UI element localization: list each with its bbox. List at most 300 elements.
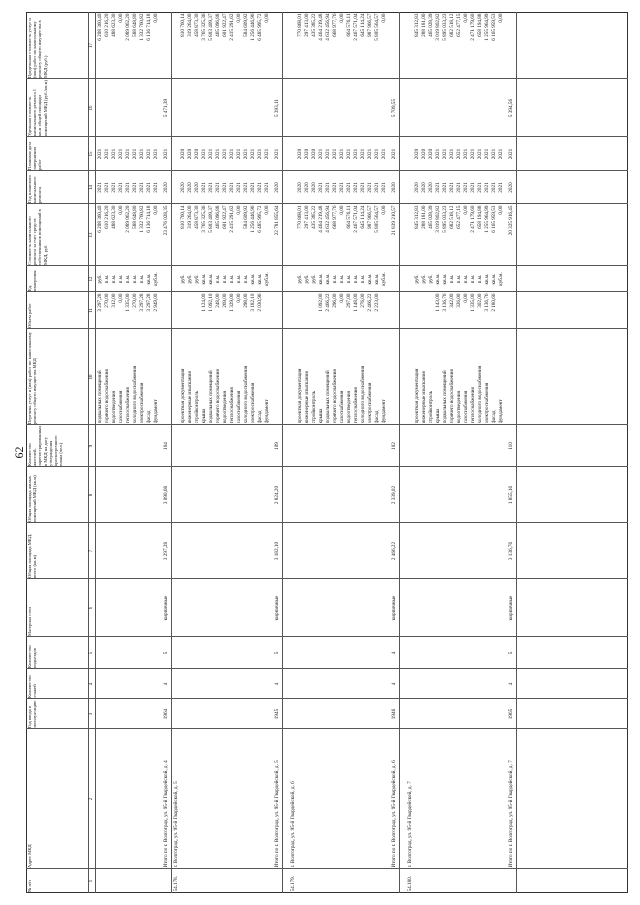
- column-number: 5: [89, 651, 94, 655]
- section-rule: [282, 12, 283, 893]
- cont-work-name: электроснабжения: [139, 382, 145, 424]
- sec-work-unit: кв.м.: [325, 273, 331, 285]
- sec-work-end: 2020: [428, 148, 434, 160]
- sec-work-volume: 1 092,00: [318, 293, 324, 312]
- sec-work-limit: 652 477,15: [456, 13, 462, 37]
- column-header: Объем работ: [27, 303, 32, 328]
- sec-work-year: 2021: [491, 182, 497, 193]
- sec-work-end: 2021: [456, 148, 462, 160]
- sec-work-year: 2021: [264, 182, 270, 193]
- section-address: г. Волгоград, ул. 95-й Гвардейской, д. 6: [290, 781, 296, 868]
- sec-work-limit: 2 415 291,62: [229, 13, 235, 41]
- sec-work-volume: 1 124,00: [201, 293, 207, 312]
- sec-work-year: 2021: [449, 182, 455, 193]
- sec-work-unit: п.м.: [222, 274, 228, 284]
- sec-work-end: 2020: [180, 148, 186, 160]
- cont-work-name: фасад: [146, 410, 152, 424]
- sec-work-end: 2020: [187, 148, 193, 160]
- cont-work-name: горячего водоснабжения: [104, 369, 110, 424]
- sec-work-unit: кв.м.: [484, 273, 490, 285]
- sec-work-limit: 0,00: [236, 13, 242, 23]
- sec-work-unit: кв.м.: [318, 273, 324, 285]
- sec-work-limit: 0,00: [339, 13, 345, 23]
- sec-work-year: 2021: [215, 182, 221, 193]
- cont-work-year: 2021: [153, 182, 159, 193]
- column-number: 12: [89, 276, 94, 282]
- sec-work-end: 2021: [229, 148, 235, 160]
- column-header: Количество жителей, зарегистрированных в МКД на дату утверждения краткосрочного плана (чел.): [27, 425, 64, 466]
- sec-work-end: 2021: [449, 148, 455, 160]
- sec-work-name: фасад: [374, 410, 380, 424]
- sec-work-end: 2021: [484, 148, 490, 160]
- sec-work-volume: 2 180,66: [491, 293, 497, 312]
- cont-work-volume: 3 297,28: [139, 293, 145, 312]
- sec-work-year: 2020: [194, 182, 200, 193]
- total-year-built: 1965: [508, 708, 514, 720]
- sec-work-year: 2021: [477, 182, 483, 193]
- sec-work-unit: п.м.: [339, 274, 345, 284]
- sec-work-limit: 668 977,76: [332, 13, 338, 37]
- sec-work-name: электроснабжения: [250, 382, 256, 424]
- column-header: Материал стен: [27, 607, 32, 636]
- section-number: 54.179.: [290, 875, 296, 892]
- cont-work-volume: 0,00: [118, 293, 124, 303]
- total-plan-year: 2020: [163, 182, 169, 193]
- sec-work-end: 2021: [325, 148, 331, 160]
- sec-work-cost: 0,00: [381, 205, 387, 215]
- sec-work-limit: 0,00: [381, 13, 387, 23]
- sec-work-year: 2020: [428, 182, 434, 193]
- sec-work-year: 2021: [346, 182, 352, 193]
- column-number: 14: [89, 185, 94, 190]
- column-rule: [26, 578, 628, 579]
- sec-work-unit: кв.м.: [250, 273, 256, 285]
- section-rule: [399, 12, 400, 893]
- cont-work-year: 2021: [104, 182, 110, 193]
- total-end-year: 2021: [274, 148, 280, 160]
- sec-work-end: 2021: [201, 148, 207, 160]
- sec-work-limit: 5 805 564,57: [374, 13, 380, 41]
- total-floors: 4: [391, 682, 397, 686]
- sec-work-volume: 1 335,00: [470, 293, 476, 312]
- cont-work-year: 2021: [118, 182, 124, 193]
- sec-work-year: 2021: [367, 182, 373, 193]
- sec-work-limit: 770 868,01: [297, 13, 303, 37]
- sec-work-end: 2020: [304, 148, 310, 160]
- sec-work-cost: 645 114,24: [360, 205, 366, 229]
- section-address: г. Волгоград, ул. 95-й Гвардейской, д. 5: [173, 781, 179, 868]
- total-residents: 102: [391, 442, 397, 450]
- sec-work-end: 2021: [208, 148, 214, 160]
- sec-work-unit: кв.м.: [442, 273, 448, 285]
- sec-work-end: 2021: [374, 148, 380, 160]
- sec-work-limit: 6 165 959,53: [491, 13, 497, 41]
- sec-work-limit: 4 632 456,94: [325, 13, 331, 41]
- sec-work-end: 2021: [250, 148, 256, 160]
- sec-work-name: газоснабжения: [463, 390, 469, 424]
- column-header: Год планового капитального ремонта: [27, 175, 43, 203]
- sec-work-year: 2021: [353, 182, 359, 193]
- column-header: Количество подъездов: [27, 645, 38, 668]
- sec-work-end: 2021: [236, 148, 242, 160]
- cont-work-unit: п.м.: [132, 274, 138, 284]
- sec-work-cost: 652 477,15: [456, 205, 462, 229]
- sec-work-volume: 298,00: [243, 293, 249, 308]
- total-wall-material: кирпичные: [391, 595, 397, 621]
- sec-work-name: стройконтроль: [311, 390, 317, 424]
- sec-work-cost: 1 256 446,96: [250, 205, 256, 233]
- sec-work-volume: 297,00: [346, 293, 352, 308]
- sec-work-cost: 0,00: [264, 205, 270, 215]
- cont-work-unit: п.м.: [125, 274, 131, 284]
- sec-work-year: 2020: [311, 182, 317, 193]
- cont-work-limit: 6 208 360,40: [97, 13, 103, 41]
- column-rule: [26, 291, 628, 292]
- sec-work-year: 2021: [250, 182, 256, 193]
- cont-work-cost: 588 648,80: [132, 205, 138, 229]
- sec-work-name: электроснабжения: [367, 382, 373, 424]
- sec-work-year: 2021: [236, 182, 242, 193]
- sec-work-end: 2021: [360, 148, 366, 160]
- sec-work-name: фасад: [491, 410, 497, 424]
- column-rule: [26, 170, 628, 171]
- column-rule: [26, 466, 628, 467]
- sec-work-unit: руб.: [311, 274, 317, 284]
- sec-work-volume: 3 136,76: [484, 293, 490, 312]
- sec-work-year: 2021: [442, 182, 448, 193]
- sec-work-cost: 664 576,11: [346, 205, 352, 229]
- column-number: 10: [89, 374, 94, 380]
- sec-work-year: 2021: [243, 182, 249, 193]
- sec-work-unit: куб.м.: [264, 272, 270, 286]
- sec-work-cost: 5 805 564,57: [374, 205, 380, 233]
- sec-work-cost: 6 485 995,72: [257, 205, 263, 233]
- sec-work-end: 2021: [215, 148, 221, 160]
- sec-work-volume: 2 466,22: [325, 293, 331, 312]
- sec-work-unit: кв.м.: [435, 273, 441, 285]
- sec-work-name: проектная документация: [297, 368, 303, 424]
- column-header: Общая площадь МКД, всего (кв.м): [27, 533, 38, 578]
- sec-work-name: фундамент: [381, 399, 387, 424]
- sec-work-cost: 458 873,30: [194, 205, 200, 229]
- column-header: Стоимость капитального ремонта за счет средств собственников помещений в МКД, руб.: [27, 209, 48, 265]
- total-cost: 23 476 028,35: [163, 205, 169, 236]
- column-number: 8: [89, 493, 94, 497]
- cont-work-end: 2021: [111, 148, 117, 160]
- sec-work-volume: 302,00: [477, 293, 483, 308]
- sec-work-name: электроснабжения: [484, 382, 490, 424]
- sec-work-year: 2021: [229, 182, 235, 193]
- column-header: Перечень услуг и (или) работ по капитальному ремонту общего имущества МКД: [27, 331, 38, 424]
- cont-work-volume: 1 335,00: [125, 293, 131, 312]
- sec-work-limit: 435 385,22: [311, 13, 317, 37]
- total-area: 3 182,10: [274, 541, 280, 561]
- sec-work-name: теплоснабжения: [470, 387, 476, 424]
- sec-work-volume: 1 148,00: [353, 293, 359, 312]
- sec-work-year: 2021: [484, 182, 490, 193]
- column-number: 1: [89, 879, 94, 883]
- sec-work-cost: 3 765 325,36: [201, 205, 207, 233]
- capital-repair-table: [26, 12, 628, 893]
- cont-work-unit: п.м.: [111, 274, 117, 284]
- cont-work-volume: 3 297,28: [97, 293, 103, 312]
- cont-work-name: водоотведения: [111, 391, 117, 424]
- sec-work-year: 2020: [187, 182, 193, 193]
- column-number: 17: [89, 43, 94, 48]
- sec-work-cost: 4 632 456,94: [325, 205, 331, 233]
- total-label: Итого по г. Волгоград, ул. 95-й Гвардейской, д. 7: [508, 760, 514, 868]
- sec-work-cost: 770 868,01: [297, 205, 303, 229]
- sec-work-limit: 1 256 446,96: [250, 13, 256, 41]
- cont-work-volume: 3 297,28: [146, 293, 152, 312]
- column-rule: [26, 522, 628, 523]
- sec-work-name: стройконтроль: [194, 390, 200, 424]
- cont-work-end: 2021: [153, 148, 159, 160]
- sec-work-limit: 664 576,11: [346, 13, 352, 37]
- total-living-area: 3 090,68: [163, 485, 169, 505]
- section-number: 54.180.: [407, 875, 413, 892]
- cont-work-end: 2021: [118, 148, 124, 160]
- column-rule: [26, 698, 628, 699]
- total-end-year: 2021: [508, 148, 514, 160]
- sec-work-limit: 3 019 802,82: [435, 13, 441, 41]
- total-area: 3 297,28: [163, 541, 169, 561]
- sec-work-cost: 601 922,47: [222, 205, 228, 229]
- column-number: 2: [89, 797, 94, 801]
- cont-work-name: теплоснабжения: [125, 387, 131, 424]
- sec-work-limit: 810 760,14: [180, 13, 186, 37]
- total-wall-material: кирпичные: [163, 595, 169, 621]
- sec-work-cost: 0,00: [498, 205, 504, 215]
- sec-work-name: инженерные изыскания: [421, 371, 427, 424]
- cont-work-unit: п.м.: [139, 274, 145, 284]
- total-cost: 20 325 916,45: [508, 205, 514, 236]
- cont-work-end: 2021: [125, 148, 131, 160]
- sec-work-year: 2021: [318, 182, 324, 193]
- sec-work-volume: 0,00: [236, 293, 242, 303]
- column-rule: [26, 265, 628, 266]
- sec-work-limit: 5 803 409,37: [208, 13, 214, 41]
- sec-work-limit: 2 467 571,04: [353, 13, 359, 41]
- sec-work-limit: 319 264,00: [187, 13, 193, 37]
- column-number: 6: [89, 606, 94, 610]
- total-residents: 109: [274, 442, 280, 450]
- sec-work-name: холодного водоснабжения: [360, 365, 366, 424]
- total-label: Итого по г. Волгоград, ул. 95-й Гвардейской, д. 4: [163, 760, 169, 868]
- sec-work-end: 2021: [470, 148, 476, 160]
- sec-work-end: 2021: [243, 148, 249, 160]
- section-rule: [516, 12, 517, 893]
- cont-work-name: фундамент: [153, 399, 159, 424]
- sec-work-end: 2020: [297, 148, 303, 160]
- sec-work-volume: 1 092,10: [208, 293, 214, 312]
- sec-work-year: 2020: [421, 182, 427, 193]
- sec-work-name: крыша: [318, 408, 324, 424]
- total-floors: 4: [163, 682, 169, 686]
- sec-work-name: холодного водоснабжения: [477, 365, 483, 424]
- sec-work-end: 2021: [435, 148, 441, 160]
- sec-work-name: холодного водоснабжения: [243, 365, 249, 424]
- sec-work-limit: 4 464 219,48: [318, 13, 324, 41]
- sec-work-cost: 1 255 964,99: [484, 205, 490, 233]
- sec-work-cost: 584 609,92: [243, 205, 249, 229]
- sec-work-limit: 682 518,12: [449, 13, 455, 37]
- total-residents: 110: [508, 442, 514, 450]
- sec-work-limit: 987 966,57: [367, 13, 373, 37]
- cont-work-unit: п.м.: [118, 274, 124, 284]
- sec-work-name: горячего водоснабжения: [332, 369, 338, 424]
- cont-work-year: 2021: [97, 182, 103, 193]
- cont-work-limit: 1 332 760,82: [139, 13, 145, 41]
- sec-work-year: 2021: [257, 182, 263, 193]
- cont-work-end: 2021: [139, 148, 145, 160]
- sec-work-end: 2020: [311, 148, 317, 160]
- cont-work-limit: 610 216,20: [104, 13, 110, 37]
- sec-work-limit: 465 028,39: [428, 13, 434, 37]
- sec-work-year: 2021: [463, 182, 469, 193]
- sec-work-cost: 668 977,76: [332, 205, 338, 229]
- cont-work-unit: куб.м.: [153, 272, 159, 286]
- sec-work-year: 2020: [304, 182, 310, 193]
- sec-work-name: крыша: [435, 408, 441, 424]
- total-specific-cost: 5 393,11: [274, 99, 280, 117]
- sec-work-unit: п.м.: [229, 274, 235, 284]
- sec-work-limit: 2 471 179,60: [470, 13, 476, 41]
- sec-work-end: 2021: [264, 148, 270, 160]
- column-rule: [26, 136, 628, 137]
- column-rule: [26, 203, 628, 204]
- sec-work-volume: 3 182,10: [250, 293, 256, 312]
- sec-work-end: 2021: [339, 148, 345, 160]
- sec-work-cost: 5 803 409,37: [208, 205, 214, 233]
- sec-work-cost: 465 096,88: [215, 205, 221, 229]
- cont-work-unit: руб.: [97, 274, 103, 284]
- column-rule: [26, 668, 628, 669]
- column-header: Общая площадь жилых помещений МКД (кв.м): [27, 475, 38, 522]
- cont-work-cost: 0,00: [118, 205, 124, 215]
- sec-work-unit: руб.: [414, 274, 420, 284]
- cont-work-volume: 270,00: [104, 293, 110, 308]
- sec-work-unit: кв.м.: [491, 273, 497, 285]
- sec-work-end: 2020: [194, 148, 200, 160]
- sec-work-cost: 288 181,00: [421, 205, 427, 229]
- sec-work-name: водоотведения: [346, 391, 352, 424]
- column-number: 15: [89, 151, 94, 157]
- sec-work-volume: 2 030,96: [257, 293, 263, 312]
- sec-work-name: стройконтроль: [428, 390, 434, 424]
- total-residents: 104: [163, 442, 169, 450]
- rotated-table-sheet: [12, 12, 628, 893]
- sec-work-end: 2021: [477, 148, 483, 160]
- total-plan-year: 2020: [274, 182, 280, 193]
- total-entrances: 5: [163, 651, 169, 655]
- sec-work-volume: 269,00: [222, 293, 228, 308]
- sec-work-year: 2021: [470, 182, 476, 193]
- sec-work-name: подвальных помещений: [442, 370, 448, 424]
- sec-work-limit: 645 114,24: [360, 13, 366, 37]
- sec-work-name: фундамент: [264, 399, 270, 424]
- cont-work-year: 2021: [132, 182, 138, 193]
- cont-work-limit: 6 136 714,18: [146, 13, 152, 41]
- total-plan-year: 2020: [391, 182, 397, 193]
- cont-work-cost: 2 089 062,20: [125, 205, 131, 233]
- total-entrances: 5: [508, 651, 514, 655]
- sec-work-unit: п.м.: [449, 274, 455, 284]
- cont-work-year: 2021: [146, 182, 152, 193]
- sec-work-cost: 5 895 033,23: [442, 205, 448, 233]
- sec-work-year: 2021: [381, 182, 387, 193]
- sec-work-name: газоснабжения: [339, 390, 345, 424]
- sec-work-cost: 3 019 802,82: [435, 205, 441, 233]
- sec-work-name: проектная документация: [414, 368, 420, 424]
- cont-work-year: 2021: [111, 182, 117, 193]
- sec-work-cost: 810 760,14: [180, 205, 186, 229]
- sec-work-end: 2021: [491, 148, 497, 160]
- sec-work-cost: 845 312,83: [414, 205, 420, 229]
- total-wall-material: кирпичные: [508, 595, 514, 621]
- sec-work-cost: 465 028,39: [428, 205, 434, 229]
- sec-work-cost: 0,00: [236, 205, 242, 215]
- total-entrances: 4: [391, 651, 397, 655]
- total-living-area: 2 824,20: [274, 485, 280, 505]
- column-rule: [26, 328, 628, 329]
- sec-work-cost: 2 471 179,60: [470, 205, 476, 233]
- sec-work-year: 2021: [201, 182, 207, 193]
- cont-work-volume: 312,00: [111, 293, 117, 308]
- cont-work-end: 2021: [97, 148, 103, 160]
- total-floors: 4: [508, 682, 514, 686]
- sec-work-name: инженерные изыскания: [304, 371, 310, 424]
- sec-work-name: газоснабжения: [236, 390, 242, 424]
- sec-work-cost: 435 385,22: [311, 205, 317, 229]
- column-rule: [26, 728, 628, 729]
- column-number: 16: [89, 105, 94, 111]
- sec-work-limit: 297 413,00: [304, 13, 310, 37]
- sec-work-volume: 1 143,00: [435, 293, 441, 312]
- cont-work-cost: 1 332 760,82: [139, 205, 145, 233]
- sec-work-cost: 297 413,00: [304, 205, 310, 229]
- column-rule: [26, 424, 628, 425]
- sec-work-year: 2021: [456, 182, 462, 193]
- sec-work-unit: руб.: [180, 274, 186, 284]
- sec-work-year: 2021: [360, 182, 366, 193]
- sec-work-limit: 0,00: [264, 13, 270, 23]
- sec-work-limit: 0,00: [463, 13, 469, 23]
- cont-work-volume: 2 949,00: [153, 293, 159, 312]
- column-header: Плановая дата завершения работ: [27, 141, 43, 170]
- sec-work-cost: 682 518,12: [449, 205, 455, 229]
- sec-work-unit: п.м.: [332, 274, 338, 284]
- sec-work-volume: 2 466,22: [367, 293, 373, 312]
- cont-work-year: 2021: [125, 182, 131, 193]
- sec-work-limit: 584 609,92: [243, 13, 249, 37]
- column-number: 7: [89, 549, 94, 553]
- column-header: Предельная стоимость услуг и (или) работ по капитальному ремонту общего имущества в МКД (руб.): [27, 18, 48, 78]
- total-cost: 21 839 210,57: [391, 205, 397, 236]
- sec-work-unit: п.м.: [353, 274, 359, 284]
- sec-work-end: 2021: [463, 148, 469, 160]
- column-number: 3: [89, 712, 94, 716]
- sec-work-unit: п.м.: [463, 274, 469, 284]
- header-rule: [95, 12, 96, 893]
- cont-work-end: 2021: [132, 148, 138, 160]
- sec-work-end: 2021: [346, 148, 352, 160]
- cont-work-year: 2021: [139, 182, 145, 193]
- cont-work-limit: 588 648,80: [132, 13, 138, 37]
- sec-work-limit: 288 181,00: [421, 13, 427, 37]
- sec-work-end: 2021: [498, 148, 504, 160]
- column-number: 4: [89, 682, 94, 686]
